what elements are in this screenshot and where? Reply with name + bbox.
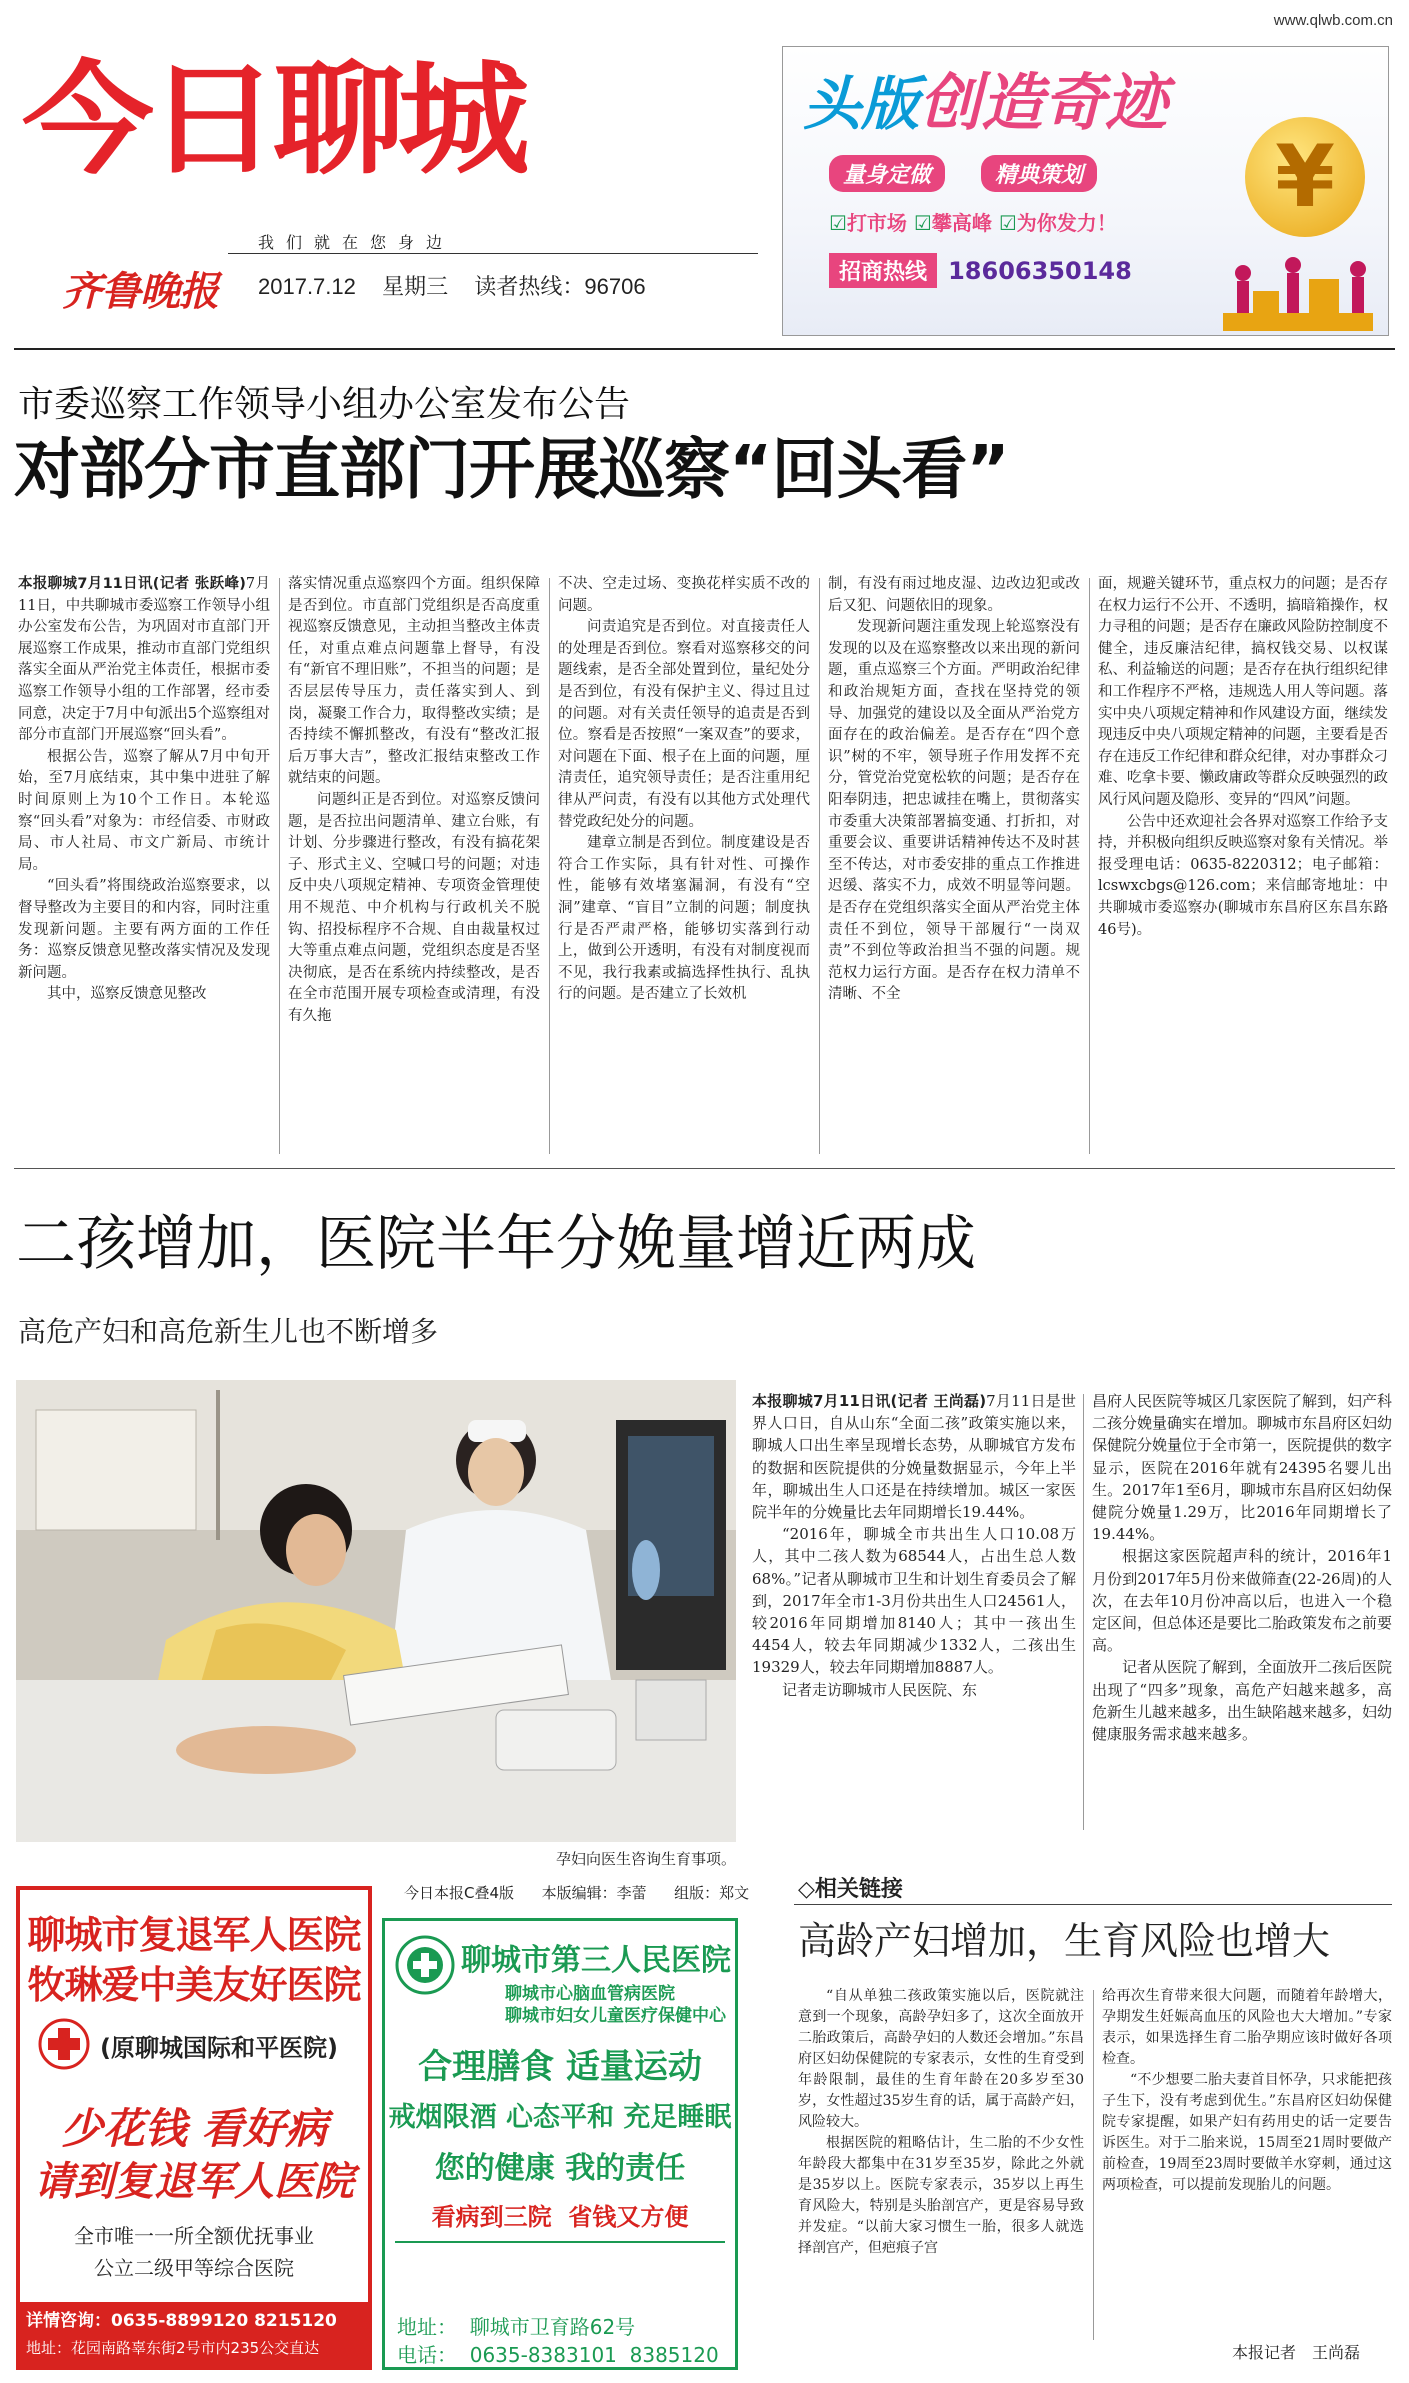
section-rule (14, 1168, 1395, 1169)
ad-left-former-name: (原聊城国际和平医院) (100, 2034, 338, 2062)
news-photo (16, 1380, 736, 1842)
article1-col-3 (558, 574, 810, 1158)
top-ad-hotline (829, 253, 1132, 288)
article1-p3: “回头看”将围绕政治巡察要求，以督导整改为主要目的和内容，同时注重发现新问题。主要有两方面的工作任务：巡察反馈意见整改落实情况及发现新问题。 (18, 878, 270, 981)
ad-right-slogan2: 戒烟限酒 心态平和 充足睡眠 (388, 2102, 732, 2133)
article1-p2: 根据公告，巡察了解从7月中旬开始，至7月底结束，其中集中进驻了解时间原则上为10个工作日。本轮巡察“回头看”对象为：市经信委、市财政局、市人社局、市文广新局、市统计局。 (18, 748, 270, 873)
sidebar-top-rule (794, 1904, 1392, 1905)
article2-p6: 记者从医院了解到，全面放开二孩后医院出现了“四多”现象，高危产妇越来越多，高危新生儿越来越多，出生缺陷越来越多，妇幼健康服务需求越来越多。 (1092, 1658, 1392, 1744)
sidebar-col-2 (1102, 1986, 1392, 2316)
issue-line (258, 270, 646, 301)
article1-col1-text (18, 574, 270, 747)
ad-right-sub2: 聊城市妇女儿童医疗保健中心 (505, 2006, 726, 2026)
top-ad-title (803, 53, 1167, 142)
top-ad-check-2: 攀高峰 (931, 211, 992, 235)
top-ad-tag-1: 量身定做 (829, 155, 945, 192)
article2-byline: 本报聊城7月11日讯(记者 王尚磊) (752, 1392, 987, 1410)
top-ad-hotline-number: 18606350148 (948, 257, 1132, 285)
col-divider (1093, 1990, 1094, 2340)
edition-label: 今日本报C叠4版 (404, 1884, 515, 1902)
article2-headline: 二孩增加，医院半年分娩量增近两成 (16, 1209, 976, 1279)
sidebar-headline: 高龄产妇增加，生育风险也增大 (798, 1919, 1331, 1963)
article1-kicker: 市委巡察工作领导小组办公室发布公告 (18, 384, 631, 425)
top-ad-title-a: 头版 (803, 70, 920, 138)
yen-coin-icon: ¥ (1245, 117, 1365, 237)
article1-p6: 问题纠正是否到位。对巡察反馈问题，是否拉出问题清单、建立台账，有计划、分步骤进行整改，有没有搞花架子、形式主义、空喊口号的问题；对违反中央八项规定精神、专项资金管理使用不规范、中介机构与行政机关不脱钩、招投标程序不合规、自由裁量权过大等重点难点问题，党组织态度是否坚决彻底，是否在系统内持续整改，是否在全市范围开展专项检查或清理，有没有久拖 (288, 791, 540, 1024)
photo-caption: 孕妇向医生咨询生育事项。 (555, 1850, 736, 1868)
masthead: 今日聊城 (22, 49, 524, 191)
article2-p5: 根据这家医院超声科的统计，2016年1月份到2017年5月份来做筛查(22-26周)的人次，在去年10月份冲高以后，也进入一个稳定区间，但总体还是要比二胎政策发布之前要高。 (1092, 1547, 1392, 1655)
page-info (404, 1882, 749, 1903)
top-ad-tag-2: 精典策划 (981, 155, 1097, 192)
article2-subhead: 高危产妇和高危新生儿也不断增多 (18, 1315, 439, 1348)
article1-p11: 发现新问题注重发现上轮巡察没有发现的以及在巡察整改以来出现的新问题，重点巡察三个方面。严明政治纪律和政治规矩方面，查找在坚持党的领导、加强党的建设以及全面从严治党方面存在的政治偏差。是否存在“四个意识”树的不牢，领导班子作用发挥不充分，管党治党宽松软的问题；是否存在阳奉阴违，把忠诚挂在嘴上，贯彻落实市委重大决策部署搞变通、打折扣，对重要会议、重要讲话精神传达不及时甚至不传达，对市委安排的重点工作推进迟缓、落实不力，成效不明显等问题。是否存在党组织落实全面从严治党主体责任不到位，领导干部履行“一岗双责”不到位等政治担当不强的问题。规范权力运行方面。是否存在权力清单不清晰、不全 (828, 619, 1080, 1003)
check-icon: ☑ (913, 211, 932, 235)
ad-veterans-hospital[interactable] (16, 1886, 372, 2370)
article2-p1: 7月11日是世界人口日，自从山东“全面二孩”政策实施以来，聊城人口出生率呈现增长态势，从聊城官方发布的数据和医院提供的分娩量数据显示，今年上半年，聊城出生人口还是在持续增加。城区一家医院半年的分娩量比去年同期增长19.44%。 (752, 1392, 1076, 1522)
ad-left-feature1: 全市唯一一所全额优抚事业 (74, 2224, 314, 2248)
layout-label: 组版：郑文 (674, 1884, 750, 1902)
article1-p5: 落实情况重点巡察四个方面。组织保障是否到位。市直部门党组织是否高度重视巡察反馈意见，主动担当整改主体责任，对重点难点问题靠上督导，有没有“新官不理旧账”，不担当的问题；是否层层传导压力，责任落实到人、到岗，凝聚工作合力，取得整改实绩；是否持续不懈抓整改，有没有“整改汇报后万事大吉”，整改汇报结束整改工作就结束的问题。 (288, 576, 540, 787)
ad-left-footer (20, 2302, 368, 2366)
article1-col-1 (18, 574, 270, 1158)
article1-p10: 制，有没有雨过地皮湿、边改边犯或改后又犯、问题依旧的现象。 (828, 576, 1080, 614)
ad-right-address: 地址： 聊城市卫育路62号 (397, 2315, 636, 2339)
ad-left-slogan1: 少花钱 看好病 (60, 2104, 328, 2153)
sidebar-p4: “不少想要二胎夫妻首目怀孕，只求能把孩子生下，没有考虑到优生。”东昌府区妇幼保健院专家提醒，如果产妇有药用史的话一定要告诉医生。对于二胎来说，15周至21周时要做产前检查，19周至23周时要做羊水穿刺，通过这两项检查，可以提前发现胎儿的问题。 (1102, 2072, 1392, 2193)
ad-left-line1: 聊城市复退军人医院 (27, 1913, 361, 1957)
article1-p7: 不决、空走过场、变换花样实质不改的问题。 (558, 576, 810, 614)
ad-left-feature2: 公立二级甲等综合医院 (94, 2256, 294, 2280)
ad-right-slogan4: 看病到三院 省钱又方便 (431, 2203, 689, 2231)
article1-col-5 (1098, 574, 1388, 1158)
ad-right-hospital: 聊城市第三人民医院 (461, 1943, 731, 1978)
sidebar-col-1 (798, 1986, 1084, 2350)
reader-hotline: 读者热线：96706 (474, 274, 646, 299)
article1-p12: 面，规避关键环节，重点权力的问题；是否存在权力运行不公开、不透明，搞暗箱操作，权力寻租的问题；是否存在廉政风险防控制度不健全，违反廉洁纪律，搞权钱交易、以权谋私、利益输送的问题；是否存在执行组织纪律和工作程序不严格，违规选人用人等问题。落实中央八项规定精神和作风建设方面，继续发现违反中央八项规定精神的问题，主要看是否存在违反工作纪律和群众纪律，对办事群众刁难、吃拿卡要、懒政庸政等群众反映强烈的政风行风问题及隐形、变异的“四风”问题。 (1098, 576, 1388, 808)
masthead-slogan: 我们就在您身边 (258, 233, 455, 252)
masthead-underline (228, 253, 758, 254)
col-divider (279, 578, 280, 1154)
editor-label: 本版编辑：李蕾 (541, 1884, 647, 1902)
sidebar-p1: “自从单独二孩政策实施以后，医院就注意到一个现象，高龄孕妇多了，这次全面放开二胎政策后，高龄孕妇的人数还会增加。”东昌府区妇幼保健院的专家表示，女性的生育受到年龄限制，最佳的生育年龄在20多岁至30岁，女性超过35岁生育的话，属于高龄产妇，风险较大。 (798, 1988, 1084, 2130)
check-icon: ☑ (829, 211, 847, 235)
col-divider (819, 578, 820, 1154)
article2-col-2 (1092, 1390, 1392, 1838)
figures-icon (1213, 243, 1383, 333)
top-ad-check-1: 打市场 (846, 211, 907, 235)
sidebar-label: ◇相关链接 (798, 1877, 903, 1902)
article1-p13: 公告中还欢迎社会各界对巡察工作给予支持，并积极向组织反映巡察对象有关情况。举报受理电话：0635-8220312；电子邮箱：lcswxcbgs@126.com；来信邮寄地址：中共聊城市委巡察办(聊城市东昌府区东昌东路46号)。 (1098, 813, 1388, 938)
check-icon: ☑ (998, 211, 1017, 235)
issue-date: 2017.7.12 (258, 274, 356, 299)
hospital-logo-icon (395, 1935, 455, 1995)
ad-left-consult: 详情咨询：0635-8899120 8215120 (26, 2311, 337, 2331)
article2-p3: 记者走访聊城市人民医院、东 (782, 1680, 978, 1699)
article1-p4: 其中，巡察反馈意见整改 (47, 986, 207, 1003)
article2-p2: “2016年，聊城全市共出生人口10.08万人，其中二孩人数为68544人，占出生总人数68%。”记者从聊城市卫生和计划生育委员会了解到，2017年全市1-3月份共出生人口24561人，较2016年同期增加8140人；其中一孩出生4454人，较去年同期减少1332人，二孩出生19329人，较去年同期增加8887人。 (752, 1525, 1076, 1677)
header-rule (14, 348, 1395, 350)
sidebar-reporter: 本报记者 王尚磊 (1232, 2343, 1361, 2362)
sidebar-p2: 根据医院的粗略估计，生二胎的不少女性年龄段大都集中在31岁至35岁，除此之外就是35岁以上。医院专家表示，35岁以上再生育风险大，特别是头胎剖宫产，更是容易导致并发症。“以前大家习惯生一胎，很多人就选择剖宫产，但疤痕子宫 (798, 2135, 1084, 2256)
article1-headline: 对部分市直部门开展巡察“回头看” (14, 431, 1009, 508)
article2-col-1 (752, 1390, 1076, 1838)
article1-p8: 问责追究是否到位。对直接责任人的处理是否到位。察看对巡察移交的问题线索，是否全部处置到位，量纪处分是否到位，有没有保护主义、得过且过的问题。对有关责任领导的追责是否到位。察看是否按照“一案双查”的要求，对问题在下面、根子在上面的问题，厘清责任，追究领导责任；是否注重用纪律从严问责，有没有以其他方式处理代替党政纪处分的问题。 (558, 619, 810, 830)
ad-right-slogan3: 您的健康 我的责任 (434, 2151, 686, 2186)
ad-third-hospital[interactable] (382, 1918, 738, 2370)
ad-left-slogan2: 请到复退军人医院 (34, 2159, 354, 2205)
ad-right-phone: 电话： 0635-8383101 8385120 (397, 2343, 719, 2367)
site-url[interactable]: www.qlwb.com.cn (1273, 12, 1393, 29)
article1-p1: 7月11日，中共聊城市委巡察工作领导小组办公室发布公告，为巩固对市直部门开展巡察工作成果，推动市直部门党组织落实全面从严治党主体责任，根据市委巡察工作领导小组的工作部署，经市委同意，决定于7月中旬派出5个巡察组对部分市直部门开展巡察“回头看”。 (18, 576, 270, 744)
col-divider (549, 578, 550, 1154)
red-cross-logo-icon (38, 2018, 90, 2070)
article2-p4: 昌府人民医院等城区几家医院了解到，妇产科二孩分娩量确实在增加。聊城市东昌府区妇幼保健院分娩量位于全市第一，医院提供的数字显示，医院在2016年就有24395名婴儿出生。2017年1至6月，聊城市东昌府区妇幼保健院分娩量1.29万，比2016年同期增长了19.44%。 (1092, 1392, 1392, 1544)
ad-left-address: 地址：花园南路辜东街2号市内235公交直达 (26, 2339, 320, 2357)
ad-left-line2: 牧琳爱中美友好医院 (27, 1963, 361, 2007)
article1-byline: 本报聊城7月11日讯(记者 张跃峰) (18, 576, 246, 592)
ad-right-slogan1: 合理膳食 适量运动 (418, 2047, 702, 2087)
top-ad-checks (829, 207, 1117, 236)
col-divider (1083, 1394, 1084, 1830)
article2-col1-text (752, 1390, 1076, 1523)
top-ad-hotline-label: 招商热线 (829, 253, 937, 288)
ad-right-sub1: 聊城市心脑血管病医院 (505, 1984, 675, 2004)
sidebar-p3: 给再次生育带来很大问题，而随着年龄增大，孕期发生妊娠高血压的风险也大大增加。”专家表示，如果选择生育二胎孕期应该时做好各项检查。 (1102, 1988, 1392, 2067)
top-ad-check-3: 为你发力！ (1016, 211, 1117, 235)
top-ad-title-b: 创造奇迹 (919, 66, 1168, 139)
article1-col-4 (828, 574, 1080, 1158)
ad-right-divider (395, 2241, 725, 2243)
issue-weekday: 星期三 (382, 274, 449, 299)
article1-col-2 (288, 574, 540, 1158)
top-ad[interactable] (782, 46, 1389, 336)
article1-p9: 建章立制是否到位。制度建设是否符合工作实际，具有针对性、可操作性，能够有效堵塞漏洞，有没有“空洞”建章、“盲目”立制的问题；制度执行是否严肃严格，能够切实落到行动上，做到公开透明，有没有对制度视而不见，我行我素或搞选择性执行、乱执行的问题。是否建立了长效机 (558, 835, 810, 1003)
paper-logo: 齐鲁晚报 (62, 268, 218, 315)
col-divider (1089, 578, 1090, 1154)
